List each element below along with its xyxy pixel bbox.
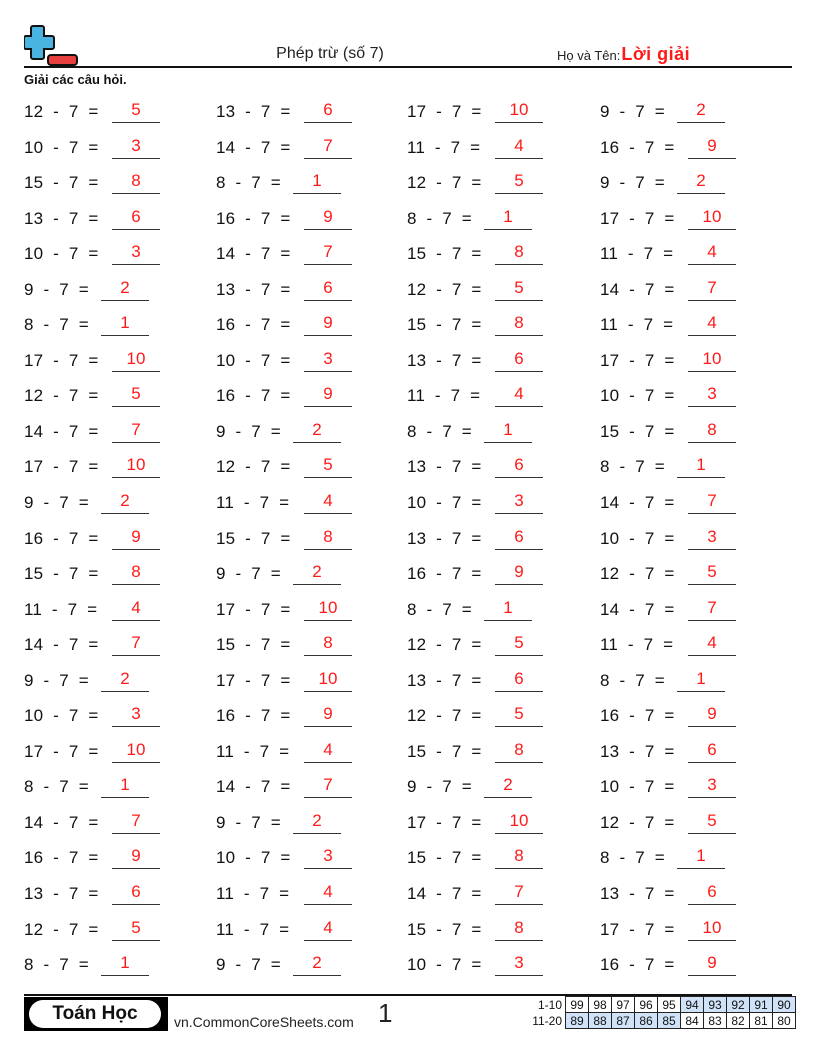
student-name-field [557,44,690,65]
problem-row [24,736,792,772]
equation: 17 - 7 = [407,102,482,121]
answer-blank[interactable]: 10 [688,918,736,941]
equation: 10 - 7 = [24,244,99,264]
answer-blank[interactable]: 5 [688,811,736,834]
brand-badge [24,997,168,1031]
answer-blank[interactable]: 4 [304,918,352,941]
equation: 17 - 7 = [216,670,291,690]
answer-blank[interactable]: 5 [304,455,352,478]
answer-blank[interactable]: 5 [688,562,736,585]
equation: 11 - 7 = [216,884,290,904]
answer-blank[interactable]: 2 [484,775,532,798]
equation: 12 - 7 = [24,386,99,406]
problem-row [24,558,792,594]
score-cell: 87 [612,1013,635,1029]
problem-row [24,842,792,878]
score-row [526,1013,796,1029]
score-cell: 99 [566,997,589,1013]
equation: 14 - 7 = [24,812,99,832]
equation: 17 - 7 = [24,741,99,761]
equation: 15 - 7 = [407,741,482,761]
answer-blank[interactable]: 9 [304,384,352,407]
answer-blank[interactable]: 2 [677,100,725,123]
answer-blank[interactable]: 1 [293,171,341,194]
answer-blank[interactable]: 2 [101,278,149,301]
name-value: Lời giải [621,44,691,64]
answer-blank[interactable]: 9 [304,704,352,727]
problem-row [24,665,792,701]
equation: 9 - 7 = [216,955,281,975]
score-cell: 92 [727,997,750,1013]
equation: 8 - 7 = [24,315,89,335]
answer-blank[interactable]: 8 [112,562,160,585]
equation: 11 - 7 = [216,493,290,513]
answer-blank[interactable]: 8 [495,242,543,265]
answer-blank[interactable]: 3 [112,136,160,159]
equation: 10 - 7 = [24,706,99,726]
problem-row [24,274,792,310]
equation: 12 - 7 = [600,812,675,832]
answer-blank[interactable]: 6 [112,207,160,230]
equation: 13 - 7 = [600,884,675,904]
answer-blank[interactable]: 6 [495,349,543,372]
equation: 11 - 7 = [600,635,674,655]
equation: 11 - 7 = [216,741,290,761]
answer-blank[interactable]: 10 [304,598,352,621]
answer-blank[interactable]: 6 [304,278,352,301]
problem-row [24,309,792,345]
equation: 9 - 7 = [407,777,472,797]
answer-blank[interactable]: 6 [495,669,543,692]
answer-blank[interactable]: 9 [495,562,543,585]
equation: 16 - 7 = [24,528,99,548]
score-cell: 98 [589,997,612,1013]
problem-row [24,416,792,452]
equation: 9 - 7 = [600,173,665,193]
equation: 8 - 7 = [600,848,665,868]
answer-blank[interactable]: 3 [304,349,352,372]
equation: 8 - 7 = [24,955,89,975]
score-cell: 83 [704,1013,727,1029]
equation: 17 - 7 = [600,919,675,939]
equation: 12 - 7 = [407,706,482,726]
score-cell: 91 [750,997,773,1013]
answer-blank[interactable]: 5 [112,918,160,941]
answer-blank[interactable]: 10 [495,811,543,834]
equation: 13 - 7 = [216,279,291,299]
answer-blank[interactable]: 2 [293,420,341,443]
answer-blank[interactable]: 2 [293,811,341,834]
equation: 17 - 7 = [24,457,99,477]
equation: 13 - 7 = [600,741,675,761]
problem-row [24,949,792,985]
equation: 15 - 7 = [600,421,675,441]
equation: 15 - 7 = [407,848,482,868]
problem-row [24,96,792,132]
equation: 15 - 7 = [407,244,482,264]
answer-blank[interactable]: 9 [304,207,352,230]
answer-blank[interactable]: 6 [688,882,736,905]
answer-blank[interactable]: 1 [101,313,149,336]
answer-blank[interactable]: 4 [495,384,543,407]
score-cell: 81 [750,1013,773,1029]
answer-blank[interactable]: 5 [495,278,543,301]
problem-row [24,380,792,416]
equation: 12 - 7 = [216,457,291,477]
answer-blank[interactable]: 2 [293,953,341,976]
answer-blank[interactable]: 8 [304,527,352,550]
equation: 8 - 7 = [407,208,472,228]
answer-blank[interactable]: 8 [495,846,543,869]
score-cell: 86 [635,1013,658,1029]
answer-blank[interactable]: 4 [304,882,352,905]
answer-blank[interactable]: 9 [688,136,736,159]
equation: 16 - 7 = [600,706,675,726]
equation: 15 - 7 = [24,564,99,584]
equation: 14 - 7 = [600,279,675,299]
answer-blank[interactable]: 7 [688,598,736,621]
answer-blank[interactable]: 9 [304,313,352,336]
score-cell: 95 [658,997,681,1013]
equation: 9 - 7 = [24,670,89,690]
answer-blank[interactable]: 9 [112,527,160,550]
equation: 8 - 7 = [216,173,281,193]
score-range-label: 1-10 [537,997,562,1012]
score-row [526,997,796,1013]
answer-blank[interactable]: 4 [688,633,736,656]
equation: 16 - 7 = [216,386,291,406]
equation: 11 - 7 = [24,599,98,619]
equation: 16 - 7 = [407,564,482,584]
equation: 11 - 7 = [600,244,674,264]
equation: 15 - 7 = [407,315,482,335]
equation: 13 - 7 = [24,208,99,228]
answer-blank[interactable]: 7 [304,242,352,265]
equation: 12 - 7 = [407,635,482,655]
answer-blank[interactable]: 4 [688,313,736,336]
answer-blank[interactable]: 1 [677,455,725,478]
equation: 8 - 7 = [407,599,472,619]
score-range-label: 11-20 [532,1013,562,1028]
equation: 14 - 7 = [216,244,291,264]
answer-blank[interactable]: 6 [112,882,160,905]
equation: 13 - 7 = [407,350,482,370]
score-cell: 93 [704,997,727,1013]
equation: 11 - 7 = [216,919,290,939]
answer-blank[interactable]: 5 [112,384,160,407]
equation: 16 - 7 = [600,955,675,975]
problem-row [24,807,792,843]
equation: 9 - 7 = [24,279,89,299]
answer-blank[interactable]: 10 [112,455,160,478]
score-table [526,996,796,1029]
answer-blank[interactable]: 5 [112,100,160,123]
problem-row [24,203,792,239]
equation: 9 - 7 = [24,493,89,513]
equation: 11 - 7 = [407,386,481,406]
equation: 17 - 7 = [600,350,675,370]
answer-blank[interactable]: 7 [688,491,736,514]
answer-blank[interactable]: 7 [304,775,352,798]
answer-blank[interactable]: 8 [495,313,543,336]
answer-blank[interactable]: 9 [688,953,736,976]
equation: 14 - 7 = [24,421,99,441]
problem-row [24,132,792,168]
equation: 8 - 7 = [24,777,89,797]
equation: 16 - 7 = [600,137,675,157]
score-cell: 97 [612,997,635,1013]
equation: 16 - 7 = [216,315,291,335]
score-cell: 85 [658,1013,681,1029]
answer-blank[interactable]: 3 [688,775,736,798]
equation: 8 - 7 = [600,670,665,690]
equation: 17 - 7 = [24,350,99,370]
equation: 13 - 7 = [24,884,99,904]
answer-blank[interactable]: 6 [688,740,736,763]
equation: 16 - 7 = [24,848,99,868]
answer-blank[interactable]: 3 [304,846,352,869]
score-cell: 84 [681,1013,704,1029]
score-cell: 96 [635,997,658,1013]
answer-blank[interactable]: 7 [304,136,352,159]
equation: 10 - 7 = [407,493,482,513]
answer-blank[interactable]: 3 [688,527,736,550]
score-cell: 90 [773,997,796,1013]
score-cell: 89 [566,1013,589,1029]
answer-blank[interactable]: 8 [495,918,543,941]
equation: 12 - 7 = [407,279,482,299]
name-label: Họ và Tên: [557,48,621,63]
equation: 11 - 7 = [600,315,674,335]
equation: 11 - 7 = [407,137,481,157]
answer-blank[interactable]: 3 [112,242,160,265]
answer-blank[interactable]: 5 [495,171,543,194]
answer-blank[interactable]: 9 [688,704,736,727]
answer-blank[interactable]: 4 [304,491,352,514]
problem-row [24,914,792,950]
equation: 12 - 7 = [407,173,482,193]
answer-blank[interactable]: 4 [688,242,736,265]
equation: 12 - 7 = [24,919,99,939]
answer-blank[interactable]: 7 [495,882,543,905]
problem-row [24,771,792,807]
plus-minus-logo-icon [24,24,80,68]
equation: 14 - 7 = [407,884,482,904]
answer-blank[interactable]: 10 [688,207,736,230]
answer-blank[interactable]: 10 [688,349,736,372]
problem-row [24,700,792,736]
answer-blank[interactable]: 1 [101,775,149,798]
equation: 16 - 7 = [216,706,291,726]
score-cell: 94 [681,997,704,1013]
worksheet-title: Phép trừ (số 7) [276,45,384,62]
problem-grid [24,96,792,985]
problem-row [24,167,792,203]
answer-blank[interactable]: 10 [304,669,352,692]
answer-blank[interactable]: 6 [304,100,352,123]
answer-blank[interactable]: 7 [112,420,160,443]
answer-blank[interactable]: 2 [677,171,725,194]
answer-blank[interactable]: 8 [112,171,160,194]
answer-blank[interactable]: 3 [495,953,543,976]
equation: 14 - 7 = [600,599,675,619]
answer-blank[interactable]: 6 [495,527,543,550]
answer-blank[interactable]: 8 [304,633,352,656]
equation: 9 - 7 = [216,421,281,441]
equation: 10 - 7 = [407,955,482,975]
score-cell: 80 [773,1013,796,1029]
answer-blank[interactable]: 9 [112,846,160,869]
equation: 8 - 7 = [407,421,472,441]
problem-row [24,487,792,523]
answer-blank[interactable]: 7 [688,278,736,301]
answer-blank[interactable]: 5 [495,704,543,727]
answer-blank[interactable]: 2 [293,562,341,585]
answer-blank[interactable]: 2 [101,669,149,692]
equation: 16 - 7 = [216,208,291,228]
problem-row [24,238,792,274]
problem-row [24,451,792,487]
site-url: vn.CommonCoreSheets.com [174,1014,354,1030]
answer-blank[interactable]: 4 [495,136,543,159]
answer-blank[interactable]: 6 [495,455,543,478]
equation: 15 - 7 = [216,635,291,655]
answer-blank[interactable]: 8 [688,420,736,443]
header-divider [24,66,792,68]
problem-row [24,345,792,381]
score-cell: 88 [589,1013,612,1029]
answer-blank[interactable]: 4 [304,740,352,763]
answer-blank[interactable]: 1 [677,669,725,692]
equation: 14 - 7 = [600,493,675,513]
equation: 13 - 7 = [216,102,291,121]
equation: 9 - 7 = [600,102,665,121]
answer-blank[interactable]: 1 [484,598,532,621]
answer-blank[interactable]: 7 [112,811,160,834]
answer-blank[interactable]: 1 [677,846,725,869]
equation: 10 - 7 = [600,777,675,797]
problem-row [24,523,792,559]
equation: 10 - 7 = [24,137,99,157]
equation: 9 - 7 = [216,564,281,584]
equation: 17 - 7 = [600,208,675,228]
answer-blank[interactable]: 2 [101,491,149,514]
equation: 10 - 7 = [216,350,291,370]
answer-blank[interactable]: 3 [688,384,736,407]
equation: 17 - 7 = [407,812,482,832]
equation: 10 - 7 = [600,386,675,406]
equation: 14 - 7 = [24,635,99,655]
equation: 10 - 7 = [600,528,675,548]
answer-blank[interactable]: 5 [495,633,543,656]
answer-blank[interactable]: 3 [112,704,160,727]
answer-blank[interactable]: 10 [112,349,160,372]
answer-blank[interactable]: 7 [112,633,160,656]
instructions: Giải các câu hỏi. [24,72,127,87]
equation: 15 - 7 = [216,528,291,548]
equation: 12 - 7 = [600,564,675,584]
answer-blank[interactable]: 10 [112,740,160,763]
equation: 15 - 7 = [407,919,482,939]
brand-label: Toán Học [29,1000,161,1028]
equation: 10 - 7 = [216,848,291,868]
equation: 9 - 7 = [216,812,281,832]
answer-blank[interactable]: 3 [495,491,543,514]
problem-row [24,594,792,630]
equation: 14 - 7 = [216,777,291,797]
problem-row [24,878,792,914]
answer-blank[interactable]: 8 [495,740,543,763]
equation: 14 - 7 = [216,137,291,157]
equation: 13 - 7 = [407,457,482,477]
answer-blank[interactable]: 10 [495,100,543,123]
equation: 17 - 7 = [216,599,291,619]
equation: 12 - 7 = [24,102,99,121]
answer-blank[interactable]: 4 [112,598,160,621]
answer-blank[interactable]: 1 [101,953,149,976]
answer-blank[interactable]: 1 [484,420,532,443]
answer-blank[interactable]: 1 [484,207,532,230]
page-number: 1 [378,998,393,1028]
equation: 8 - 7 = [600,457,665,477]
problem-row [24,629,792,665]
score-cell: 82 [727,1013,750,1029]
equation: 15 - 7 = [24,173,99,193]
equation: 13 - 7 = [407,528,482,548]
equation: 13 - 7 = [407,670,482,690]
